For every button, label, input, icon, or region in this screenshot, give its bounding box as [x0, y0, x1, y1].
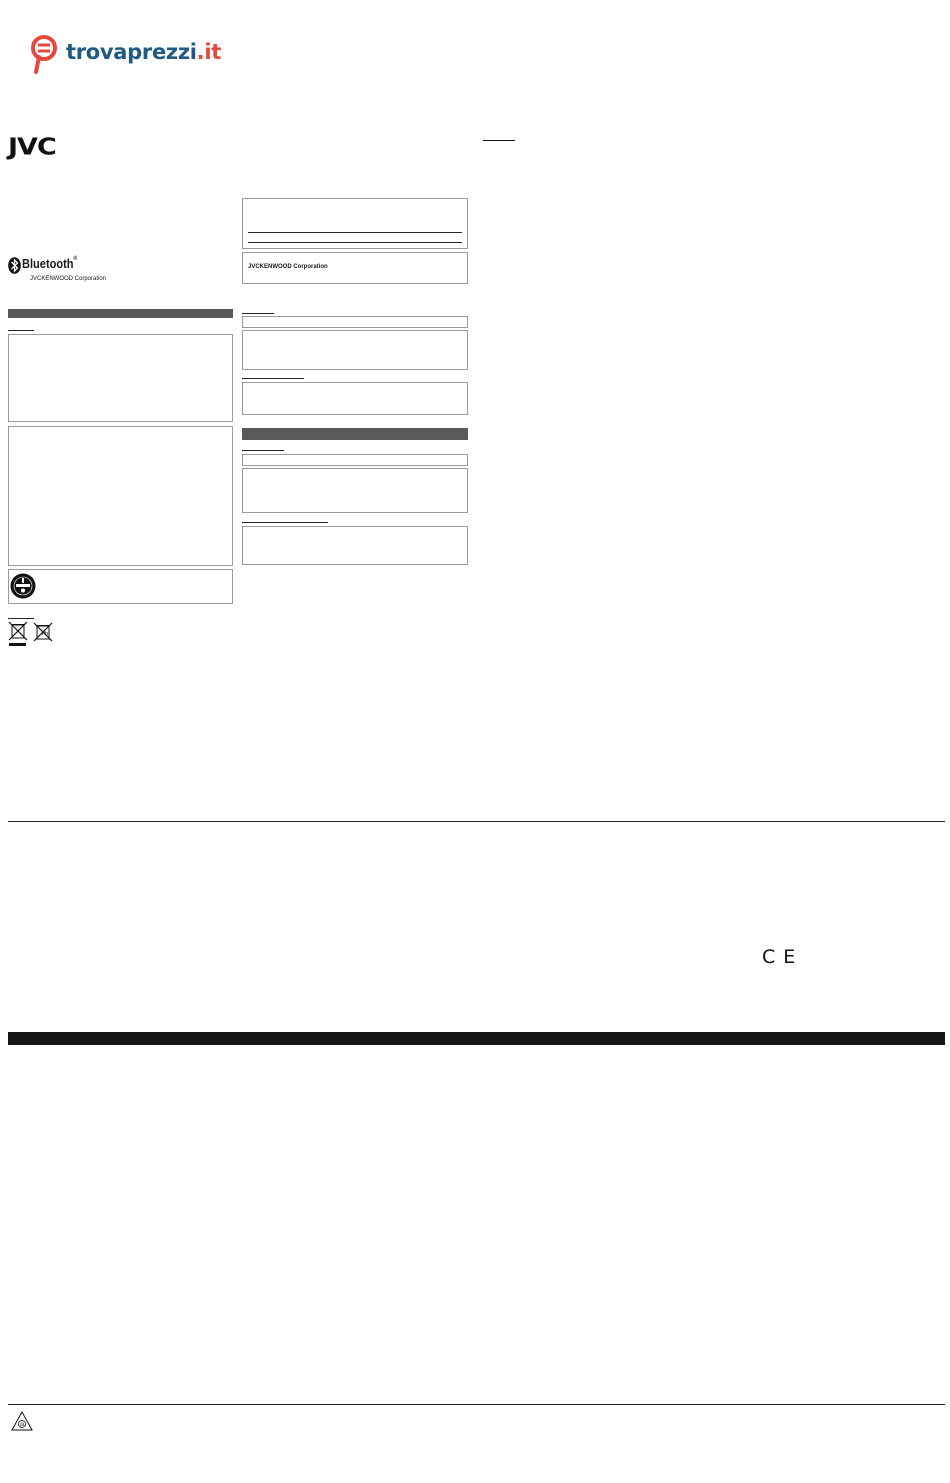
- section-bar: [242, 428, 468, 440]
- subheading-rule: [8, 330, 34, 331]
- signature-line: [248, 232, 462, 233]
- subheading-rule: [242, 313, 274, 314]
- signature-line: [248, 242, 462, 243]
- bluetooth-word: Bluetooth: [22, 256, 74, 271]
- site-logo[interactable]: [30, 34, 230, 76]
- site-name-tld: .it: [196, 40, 221, 64]
- subheading-rule: [8, 618, 34, 619]
- crossed-bin-icon: [8, 621, 28, 647]
- text-box: [8, 426, 233, 566]
- bluetooth-licensee: JVCKENWOOD Corporation: [30, 276, 107, 282]
- subheading-rule: [242, 522, 328, 523]
- subheading-rule: [242, 378, 304, 379]
- recycle-triangle-icon: [10, 1410, 34, 1432]
- caution-box: [8, 569, 233, 604]
- text-box: [242, 382, 468, 415]
- caution-seal-icon: [10, 573, 36, 599]
- jvc-logo: JVC: [8, 134, 56, 161]
- site-name: [66, 40, 221, 64]
- text-box: [242, 454, 468, 466]
- svg-text:Pb: Pb: [42, 631, 49, 637]
- heading-rule: [483, 140, 515, 141]
- ce-mark: C E: [762, 946, 797, 968]
- text-box: [8, 334, 233, 422]
- bluetooth-wordmark: [22, 256, 77, 271]
- section-bar: [8, 309, 233, 318]
- bluetooth-mark: [8, 256, 128, 286]
- svg-text:(B): (B): [19, 1423, 27, 1428]
- text-box: [242, 468, 468, 513]
- site-name-main: trovaprezzi: [66, 40, 197, 64]
- subheading-rule: [242, 450, 284, 451]
- black-band: [8, 1032, 945, 1045]
- text-box: [242, 316, 468, 328]
- page-divider: [8, 1404, 945, 1405]
- bluetooth-trademark: ®: [73, 256, 78, 262]
- crossed-bin-icon: [33, 622, 53, 646]
- manufacturer-name: JVCKENWOOD Corporation: [248, 264, 328, 270]
- bluetooth-icon: [8, 257, 21, 274]
- text-box: [242, 526, 468, 565]
- text-box: [242, 330, 468, 370]
- page-divider: [8, 821, 945, 822]
- search-pin-icon: [30, 34, 60, 74]
